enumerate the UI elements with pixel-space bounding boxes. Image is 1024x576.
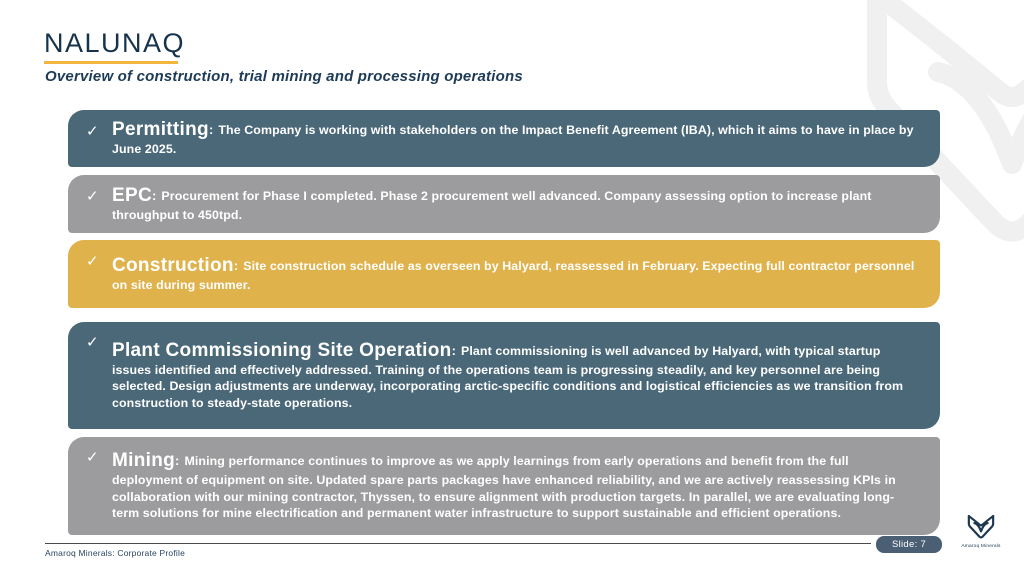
box-heading: Permitting — [112, 119, 209, 141]
box-body: Mining performance continues to improve as we apply learnings from early operations and benefit from the full deployment of equipment on site. Updated spare parts packages have enhanced reliability, and we are actively reassessing KPIs in collaboration with our mining contractor, Thyssen, to ensure alignment with production targets. In parallel, we are evaluating long-term solutions for mine electrification and permanent water infrastructure to support sustainable and efficient operations. — [112, 454, 896, 521]
box-body: Procurement for Phase I completed. Phase 2 procurement well advanced. Company assessing option to increase plant throughput to 450tpd. — [112, 188, 872, 222]
check-icon: ✓ — [86, 253, 99, 270]
status-box-text — [112, 255, 920, 294]
check-icon: ✓ — [86, 334, 99, 351]
check-icon: ✓ — [86, 449, 99, 466]
check-icon: ✓ — [86, 188, 99, 205]
box-heading: Plant Commissioning Site Operation — [112, 339, 452, 361]
slide-number-badge: Slide: 7 — [876, 536, 942, 553]
box-body: Site construction schedule as overseen by Halyard, reassessed in February. Expecting full contractor personnel on site during summer. — [112, 258, 915, 292]
box-colon: : — [233, 257, 239, 273]
status-box-construction — [68, 240, 940, 308]
box-heading: EPC — [112, 184, 152, 206]
status-box-permitting — [68, 110, 940, 167]
fox-logo-icon — [966, 515, 996, 542]
page-title: NALUNAQ — [44, 28, 186, 58]
box-colon: : — [151, 187, 157, 203]
box-body: The Company is working with stakeholders on the Impact Benefit Agreement (IBA), which it aims to have in place by June 2025. — [112, 123, 914, 157]
title-underline — [44, 61, 178, 64]
box-body: Plant commissioning is well advanced by Halyard, with typical startup issues identified and effectively addressed. Training of the operations team is progressing steadily, and key personnel are being selected. Design adjustments are underway, incorporating arctic-specific conditions and logistical efficiencies as we transition from construction to steady-state operations. — [112, 343, 904, 410]
status-box-plant-commissioning — [68, 322, 940, 429]
logo-label: Amaroq Minerals — [961, 544, 1001, 549]
footer-divider — [45, 543, 871, 544]
box-heading: Mining — [112, 450, 176, 472]
status-box-text — [112, 450, 920, 522]
status-box-text — [112, 119, 920, 158]
footer-text: Amaroq Minerals: Corporate Profile — [45, 548, 186, 558]
status-box-text — [112, 340, 920, 412]
box-colon: : — [175, 453, 180, 469]
company-logo — [950, 515, 1012, 549]
status-box-epc — [68, 175, 940, 233]
box-colon: : — [208, 122, 214, 138]
box-colon: : — [451, 342, 457, 358]
check-icon: ✓ — [86, 123, 99, 140]
status-box-text — [112, 185, 920, 224]
status-box-mining — [68, 437, 940, 535]
box-heading: Construction — [112, 254, 234, 276]
subtitle: Overview of construction, trial mining and processing operations — [45, 68, 523, 85]
